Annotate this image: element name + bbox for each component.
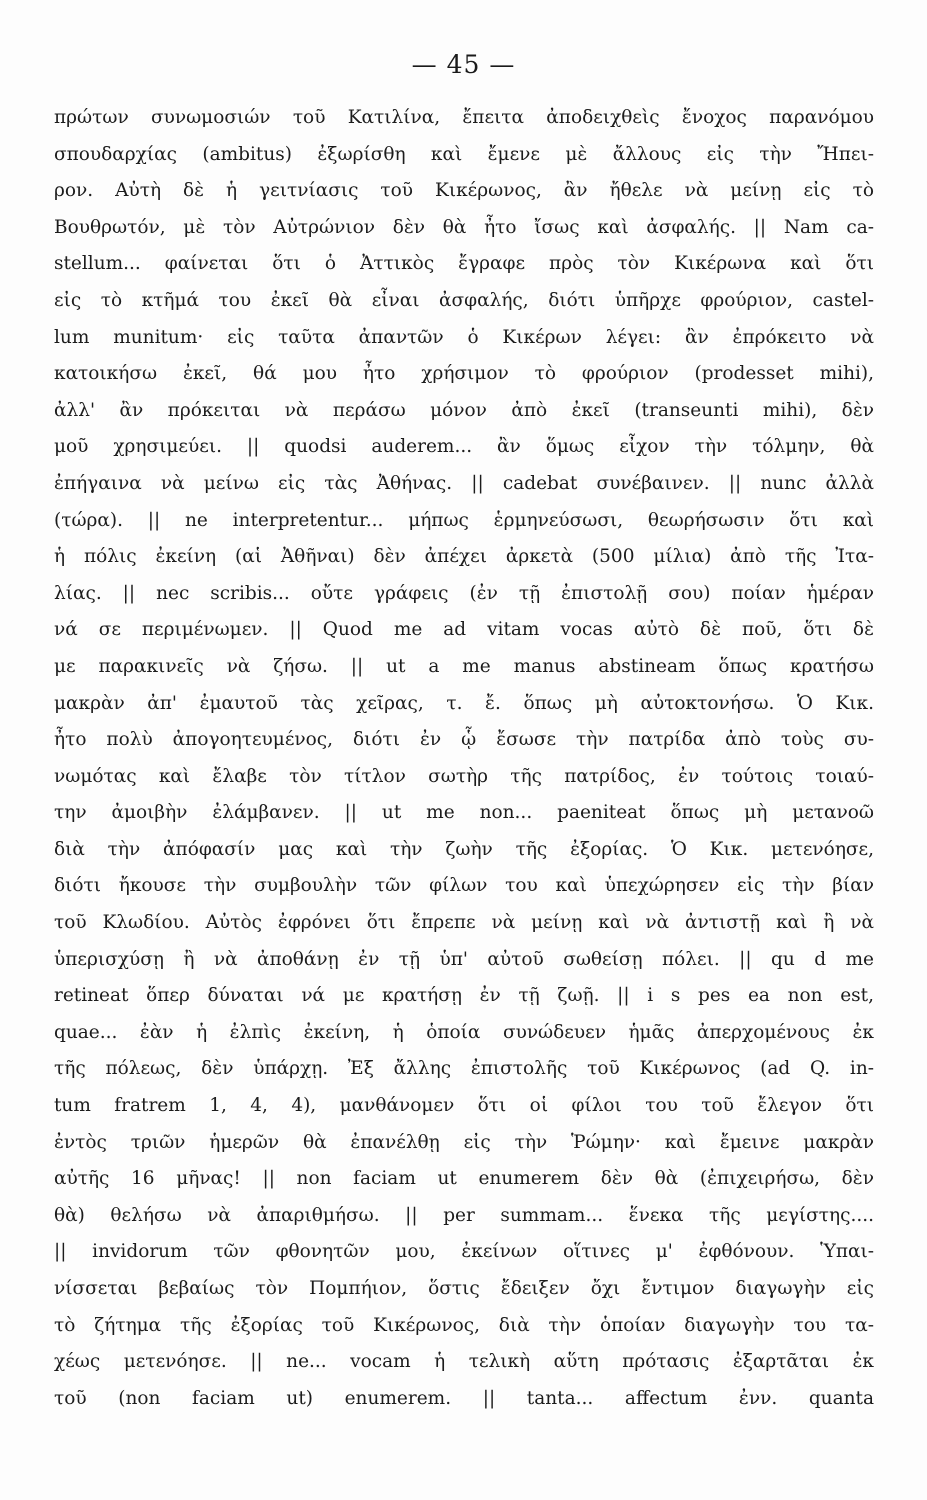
text-line: τοῦ (non faciam ut) enumerem. || tanta... affectum ἐνν. quanta: [54, 1387, 874, 1409]
text-line: ἐπήγαινα νὰ μείνω εἰς τὰς Ἀθήνας. || cadebat συνέβαινεν. || nunc ἀλλὰ: [54, 472, 874, 494]
text-line: tum fratrem 1, 4, 4), μανθάνομεν ὅτι οἱ φίλοι του τοῦ ἔλεγον ὅτι: [54, 1095, 874, 1117]
text-line: (τώρα). || ne interpretentur... μήπως ἑρμηνεύσωσι, θεωρήσωσιν ὅτι καὶ: [54, 509, 874, 531]
text-line: μοῦ χρησιμεύει. || quodsi auderem... ἂν ὅμως εἶχον τὴν τόλμην, θὰ: [54, 436, 874, 458]
text-line: stellum... φαίνεται ὅτι ὁ Ἀττικὸς ἔγραφε πρὸς τὸν Κικέρωνα καὶ ὅτι: [54, 253, 874, 275]
text-line: χέως μετενόησε. || ne... vocam ἡ τελικὴ αὕτη πρότασις ἐξαρτᾶται ἐκ: [54, 1351, 874, 1373]
text-line: ἐντὸς τριῶν ἡμερῶν θὰ ἐπανέλθῃ εἰς τὴν Ῥώμην· καὶ ἔμεινε μακρὰν: [54, 1131, 874, 1153]
text-line: τοῦ Κλωδίου. Αὐτὸς ἐφρόνει ὅτι ἔπρεπε νὰ μείνῃ καὶ νὰ ἀντιστῇ καὶ ἢ νὰ: [54, 912, 874, 934]
text-line: ἡ πόλις ἐκείνη (αἱ Ἀθῆναι) δὲν ἀπέχει ἀρκετὰ (500 μίλια) ἀπὸ τῆς Ἰτα-: [54, 546, 874, 568]
text-line: την ἀμοιβὴν ἐλάμβανεν. || ut me non... paeniteat ὅπως μὴ μετανοῶ: [54, 802, 874, 824]
text-line: διότι ἤκουσε τὴν συμβουλὴν τῶν φίλων του καὶ ὑπεχώρησεν εἰς τὴν βίαν: [54, 875, 874, 897]
text-line: || invidorum τῶν φθονητῶν μου, ἐκείνων οἵτινες μ' ἐφθόνουν. Ὑπαι-: [54, 1241, 874, 1263]
text-line: με παρακινεῖς νὰ ζήσω. || ut a me manus abstineam ὅπως κρατήσω: [54, 655, 874, 677]
body-text: [54, 100, 874, 1417]
text-line: quae... ἐὰν ἡ ἐλπὶς ἐκείνη, ἡ ὁποία συνώδευεν ἡμᾶς ἀπερχομένους ἐκ: [54, 1021, 874, 1043]
text-line: πρώτων συνωμοσιών τοῦ Κατιλίνα, ἔπειτα ἀποδειχθεὶς ἔνοχος παρανόμου: [54, 107, 874, 128]
text-line: κατοικήσω ἐκεῖ, θά μου ἦτο χρήσιμον τὸ φρούριον (prodesset mihi),: [54, 363, 874, 385]
text-line: νωμότας καὶ ἔλαβε τὸν τίτλον σωτὴρ τῆς πατρίδος, ἐν τούτοις τοιαύ-: [54, 765, 874, 787]
text-line: ρον. Αὐτὴ δὲ ἡ γειτνίασις τοῦ Κικέρωνος, ἂν ἤθελε νὰ μείνῃ εἰς τὸ: [54, 180, 874, 202]
text-line: τὸ ζήτημα τῆς ἐξορίας τοῦ Κικέρωνος, διὰ τὴν ὁποίαν διαγωγὴν του τα-: [54, 1314, 874, 1336]
page-number: — 45 —: [411, 50, 516, 79]
text-line: τῆς πόλεως, δὲν ὑπάρχῃ. Ἐξ ἄλλης ἐπιστολῆς τοῦ Κικέρωνος (ad Q. in-: [54, 1058, 874, 1080]
text-line: lum munitum· εἰς ταῦτα ἀπαντῶν ὁ Κικέρων λέγει: ἂν ἐπρόκειτο νὰ: [54, 326, 874, 348]
text-line: θὰ) θελήσω νὰ ἀπαριθμήσω. || per summam... ἕνεκα τῆς μεγίστης....: [54, 1204, 874, 1226]
text-line: νά σε περιμένωμεν. || Quod me ad vitam vocas αὐτὸ δὲ ποῦ, ὅτι δὲ: [54, 619, 874, 641]
text-line: λίας. || nec scribis... οὔτε γράφεις (ἐν τῇ ἐπιστολῇ σου) ποίαν ἡμέραν: [54, 582, 874, 604]
text-line: Βουθρωτόν, μὲ τὸν Αὐτρώνιον δὲν θὰ ἦτο ἴσως καὶ ἀσφαλής. || Nam ca-: [54, 216, 874, 238]
text-line: σπουδαρχίας (ambitus) ἐξωρίσθη καὶ ἔμενε μὲ ἄλλους εἰς τὴν Ἤπει-: [54, 143, 874, 165]
text-line: ἀλλ' ἂν πρόκειται νὰ περάσω μόνον ἀπὸ ἐκεῖ (transeunti mihi), δὲν: [54, 399, 874, 421]
text-line: εἰς τὸ κτῆμά του ἐκεῖ θὰ εἶναι ἀσφαλής, διότι ὑπῆρχε φρούριον, castel-: [54, 289, 874, 311]
text-line: αὐτῆς 16 μῆνας! || non faciam ut enumerem δὲν θὰ (ἐπιχειρήσω, δὲν: [54, 1168, 874, 1190]
text-line: retineat ὅπερ δύναται νά με κρατήσῃ ἐν τῇ ζωῇ. || i s pes ea non est,: [54, 985, 874, 1007]
text-line: ὑπερισχύσῃ ἢ νὰ ἀποθάνῃ ἐν τῇ ὑπ' αὐτοῦ σωθείσῃ πόλει. || qu d me: [54, 948, 874, 970]
text-line: διὰ τὴν ἀπόφασίν μας καὶ τὴν ζωὴν τῆς ἐξορίας. Ὁ Κικ. μετενόησε,: [54, 838, 874, 860]
text-line: νίσσεται βεβαίως τὸν Πομπήιον, ὅστις ἔδειξεν ὄχι ἔντιμον διαγωγὴν εἰς: [54, 1278, 874, 1299]
text-line: μακρὰν ἀπ' ἐμαυτοῦ τὰς χεῖρας, τ. ἔ. ὅπως μὴ αὐτοκτονήσω. Ὁ Κικ.: [54, 692, 874, 714]
text-line: ἦτο πολὺ ἀπογοητευμένος, διότι ἐν ᾧ ἔσωσε τὴν πατρίδα ἀπὸ τοὺς συ-: [54, 729, 874, 751]
